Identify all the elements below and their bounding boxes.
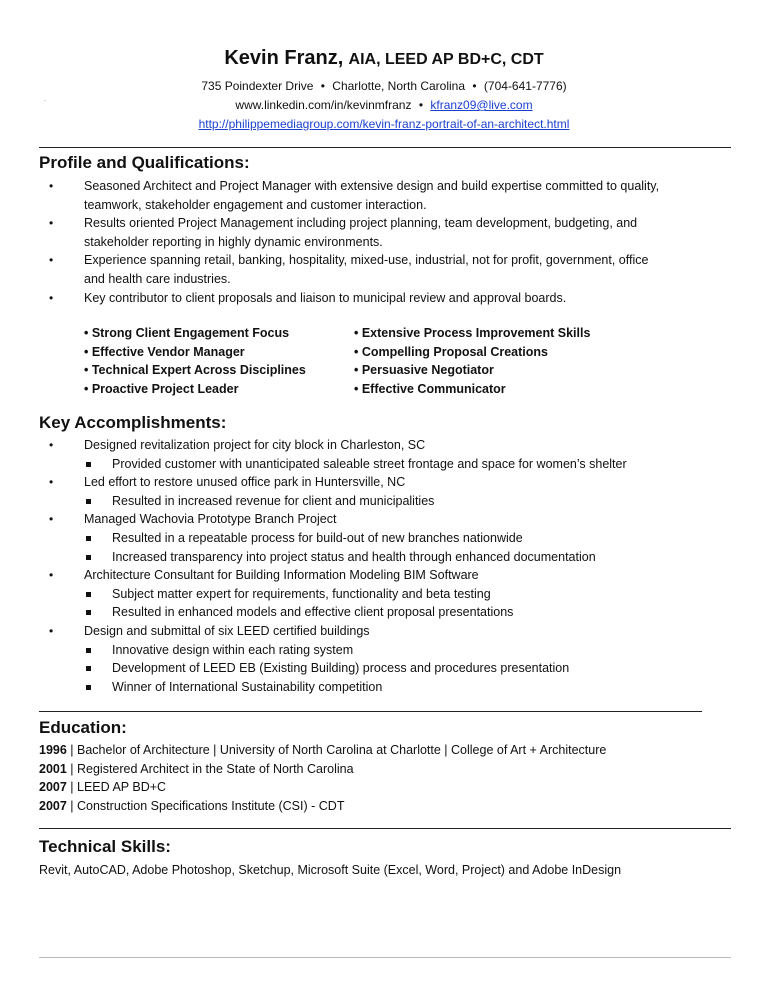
linkedin-url: www.linkedin.com/in/kevinmfranz	[235, 98, 412, 112]
square-bullet	[86, 592, 91, 597]
sub-item: Provided customer with unanticipated saleable street frontage and space for women’s shelter	[39, 455, 739, 474]
city-state: Charlotte, North Carolina	[332, 79, 466, 93]
sub-item: Subject matter expert for requirements, functionality and beta testing	[39, 585, 739, 604]
web-line	[0, 96, 768, 115]
square-bullet	[86, 610, 91, 615]
candidate-credentials: AIA, LEED AP BD+C, CDT	[348, 51, 544, 68]
sub-item: Resulted in increased revenue for client and municipalities	[39, 492, 739, 511]
accomplishments-heading: Key Accomplishments:	[39, 413, 227, 432]
bullet: •	[49, 253, 54, 268]
list-item: • Led effort to restore unused office park in Huntersville, NC	[39, 473, 739, 492]
square-bullet	[86, 648, 91, 653]
strength-item: • Proactive Project Leader	[84, 381, 239, 396]
portfolio-line	[0, 115, 768, 134]
education-entry: 2007 | Construction Specifications Institute (CSI) - CDT	[39, 798, 345, 813]
divider	[39, 711, 702, 712]
list-item: • Architecture Consultant for Building Information Modeling BIM Software	[39, 566, 739, 585]
sub-item: Resulted in enhanced models and effective client proposal presentations	[39, 603, 739, 622]
sub-item: Winner of International Sustainability competition	[39, 678, 739, 697]
list-item: • Experience spanning retail, banking, hospitality, mixed-use, industrial, not for profit, government, office and health care industries.	[49, 253, 649, 286]
sub-item: Development of LEED EB (Existing Building) process and procedures presentation	[39, 659, 739, 678]
list-item: • Design and submittal of six LEED certified buildings	[39, 622, 739, 641]
square-bullet	[86, 499, 91, 504]
education-entry: 2007 | LEED AP BD+C	[39, 780, 167, 795]
profile-heading: Profile and Qualifications:	[39, 153, 250, 172]
bullet: •	[49, 216, 54, 231]
strength-item: • Effective Communicator	[354, 381, 506, 396]
education-entry: 2001 | Registered Architect in the State of North Carolina	[39, 761, 354, 776]
strength-item: • Compelling Proposal Creations	[354, 344, 548, 359]
strength-item: • Technical Expert Across Disciplines	[84, 363, 306, 378]
list-item: • Seasoned Architect and Project Manager with extensive design and build expertise committed to quality, teamwork, stakeholder engagement and customer interaction.	[49, 179, 660, 212]
sub-item: Resulted in a repeatable process for build-out of new branches nationwide	[39, 529, 739, 548]
separator: •	[418, 98, 424, 112]
name-line	[0, 46, 768, 72]
candidate-name: Kevin Franz,	[224, 47, 344, 69]
sub-item: Innovative design within each rating system	[39, 641, 739, 660]
footer-divider	[39, 957, 731, 958]
strengths-right	[354, 324, 590, 398]
accomplishments-list	[39, 436, 739, 696]
profile-list	[39, 177, 739, 307]
bullet: •	[49, 512, 54, 527]
strength-item: • Strong Client Engagement Focus	[84, 326, 290, 340]
list-item: • Key contributor to client proposals and liaison to municipal review and approval boards.	[39, 289, 739, 308]
list-item: • Results oriented Project Management including project planning, team development, budgeting, and stakeholder reporting in highly dynamic environments.	[49, 216, 638, 249]
separator: •	[472, 79, 477, 93]
bullet: •	[49, 290, 54, 305]
education-heading: Education:	[39, 718, 127, 737]
list-item: • Designed revitalization project for city block in Charleston, SC	[39, 436, 739, 455]
square-bullet	[86, 685, 91, 690]
strength-item: • Extensive Process Improvement Skills	[354, 326, 591, 340]
portfolio-link[interactable]: http://philippemediagroup.com/kevin-franz-portrait-of-an-architect.html	[198, 117, 570, 131]
separator: •	[320, 79, 325, 93]
bullet: •	[49, 475, 54, 490]
divider	[39, 147, 731, 148]
street-address: 735 Poindexter Drive	[201, 79, 314, 93]
square-bullet	[86, 666, 91, 671]
strength-item: • Effective Vendor Manager	[84, 344, 245, 359]
square-bullet	[86, 555, 91, 560]
strengths-left	[84, 324, 306, 398]
square-bullet	[86, 462, 91, 467]
email-link[interactable]: kfranz09@live.com	[430, 98, 533, 112]
bullet: •	[49, 179, 54, 193]
divider	[39, 828, 731, 829]
list-item: • Managed Wachovia Prototype Branch Project	[39, 510, 739, 529]
phone-number: (704-641-7776)	[483, 79, 567, 93]
bullet: •	[49, 623, 54, 638]
bullet: •	[49, 568, 54, 583]
education-list	[39, 741, 606, 815]
skills-heading: Technical Skills:	[39, 837, 171, 856]
bullet: •	[49, 438, 54, 452]
square-bullet	[86, 536, 91, 541]
address-line	[0, 77, 768, 96]
stray-mark: `	[44, 101, 46, 107]
skills-text: Revit, AutoCAD, Adobe Photoshop, Sketchup, Microsoft Suite (Excel, Word, Project) and Adobe InDesign	[39, 863, 622, 877]
resume-header	[0, 46, 768, 134]
education-entry: 1996 | Bachelor of Architecture | University of North Carolina at Charlotte | College of Art + Architecture	[39, 743, 607, 757]
strength-item: • Persuasive Negotiator	[354, 363, 494, 378]
sub-item: Increased transparency into project status and health through enhanced documentation	[39, 548, 739, 567]
